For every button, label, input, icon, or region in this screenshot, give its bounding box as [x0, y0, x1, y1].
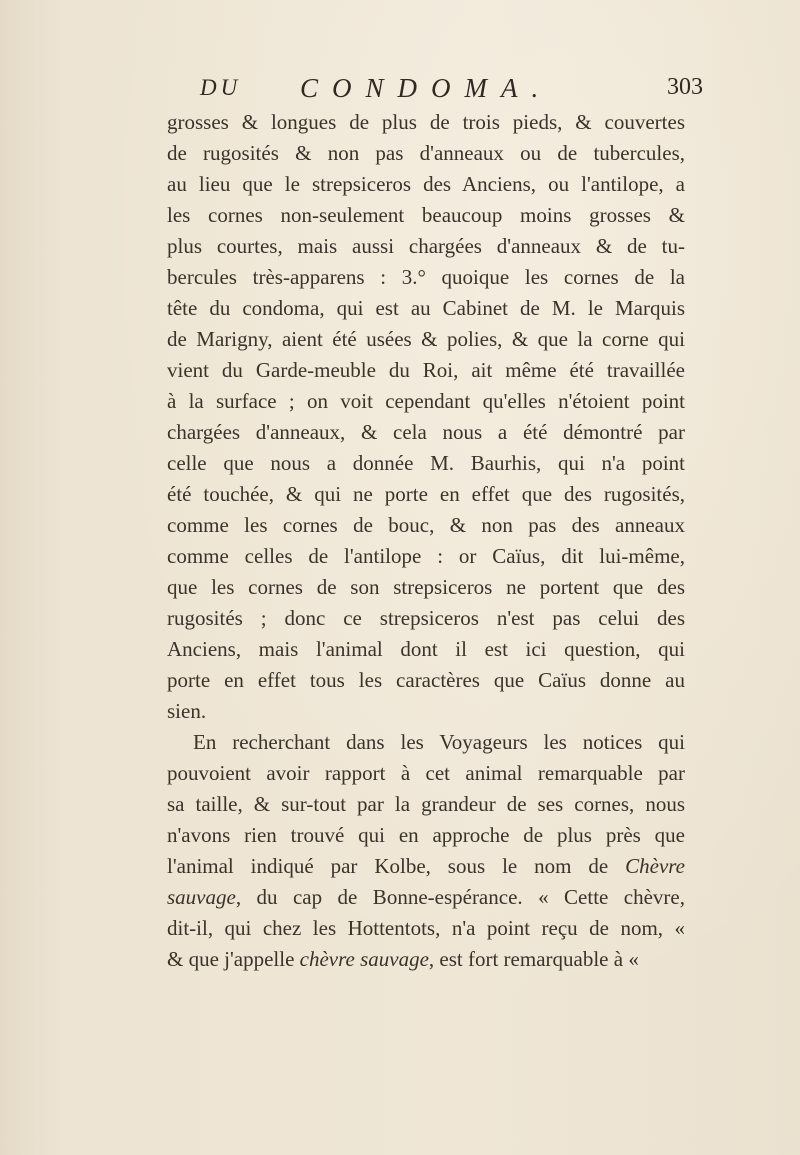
text-line: à la surface ; on voit cependant qu'elles n'étoient point — [167, 389, 685, 413]
text-line: au lieu que le strepsiceros des Anciens, ou l'antilope, a — [167, 172, 685, 196]
text-line — [167, 851, 685, 882]
text-run: l'animal indiqué par Kolbe, sous le nom de — [167, 854, 609, 878]
text-line: comme celles de l'antilope : or Caïus, dit lui-même, — [167, 544, 685, 568]
body-text — [167, 107, 685, 975]
text-line: grosses & longues de plus de trois pieds, & couvertes — [167, 110, 685, 134]
text-line: sien. — [167, 699, 207, 723]
text-line: chargées d'anneaux, & cela nous a été démontré par — [167, 420, 685, 444]
text-line: tête du condoma, qui est au Cabinet de M. le Marquis — [167, 296, 685, 320]
text-line: sa taille, & sur-tout par la grandeur de ses cornes, nous — [167, 792, 685, 816]
running-head-du: DU — [200, 75, 242, 100]
text-line: que les cornes de son strepsiceros ne portent que des — [167, 575, 685, 599]
text-line: dit-il, qui chez les Hottentots, n'a point reçu de nom, « — [167, 916, 685, 940]
text-line: n'avons rien trouvé qui en approche de plus près que — [167, 823, 685, 847]
text-line: pouvoient avoir rapport à cet animal remarquable par — [167, 761, 685, 785]
text-line — [167, 882, 685, 913]
running-head-condoma: CONDOMA. — [300, 73, 553, 103]
text-line: porte en effet tous les caractères que Caïus donne au — [167, 668, 685, 692]
text-run: , est fort remarquable à « — [428, 947, 639, 971]
text-line: de rugosités & non pas d'anneaux ou de tubercules, — [167, 141, 685, 165]
text-line: Anciens, mais l'animal dont il est ici question, qui — [167, 637, 685, 661]
text-run: , du cap de Bonne-espérance. « Cette chèvre, — [235, 885, 685, 909]
text-line: bercules très-apparens : 3.° quoique les cornes de la — [167, 265, 685, 289]
text-line: rugosités ; donc ce strepsiceros n'est pas celui des — [167, 606, 685, 630]
text-line: de Marigny, aient été usées & polies, & que la corne qui — [167, 327, 685, 351]
italic-term-chevre: Chèvre — [625, 854, 686, 878]
italic-term-chevre-sauvage: chèvre sauvage — [299, 947, 429, 971]
text-line: celle que nous a donnée M. Baurhis, qui n'a point — [167, 451, 685, 475]
text-line: plus courtes, mais aussi chargées d'anneaux & de tu- — [167, 234, 685, 258]
text-line: les cornes non-seulement beaucoup moins grosses & — [167, 203, 685, 227]
italic-term-sauvage: sauvage — [167, 885, 236, 909]
text-line — [167, 944, 685, 975]
running-head — [200, 73, 640, 107]
page-number: 303 — [667, 74, 703, 100]
text-line: vient du Garde-meuble du Roi, ait même été travaillée — [167, 358, 685, 382]
text-line: comme les cornes de bouc, & non pas des anneaux — [167, 513, 685, 537]
text-line: été touchée, & qui ne porte en effet que des rugosités, — [167, 482, 685, 506]
text-line: En recherchant dans les Voyageurs les notices qui — [193, 730, 685, 754]
text-run: & que j'appelle — [167, 947, 295, 971]
